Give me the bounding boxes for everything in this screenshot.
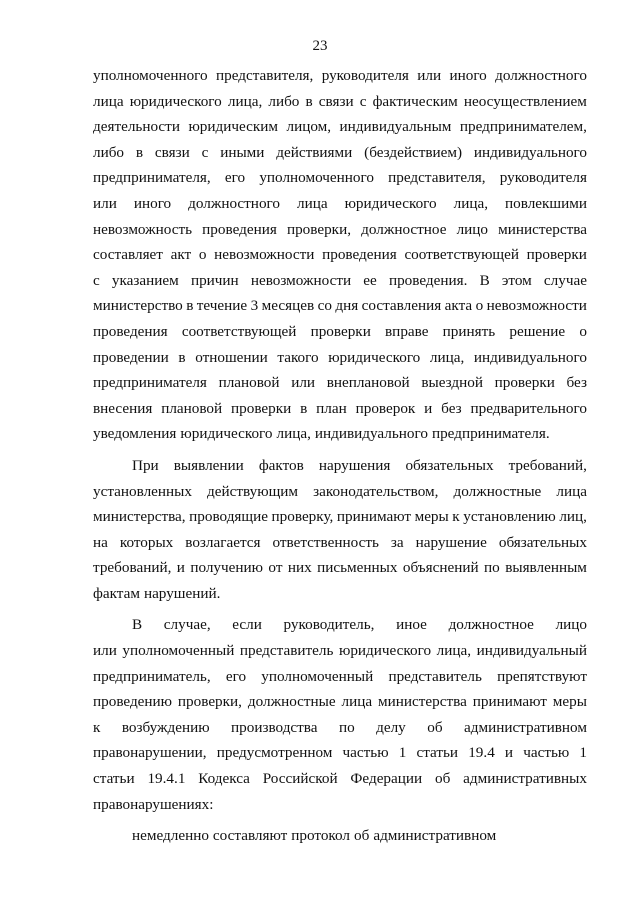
page-number: 23: [312, 38, 328, 54]
text-line: При выявлении фактов нарушения обязательных требований,: [132, 456, 587, 474]
document-body: [93, 63, 587, 849]
text-line: уполномоченного представителя, руководителя или иного должностного: [93, 67, 587, 84]
text-line: на которых возлагается ответственность за нарушение обязательных: [93, 533, 587, 551]
text-line: предприниматель, его уполномоченный представитель препятствуют: [93, 667, 587, 685]
text-line: невозможность проведения проверки, должностное лицо министерства: [93, 220, 587, 238]
text-line: внесения плановой проверки в план проверок и без предварительного: [93, 399, 587, 417]
text-line: немедленно составляют протокол об административном: [132, 827, 497, 845]
text-line: требований, и получению от них письменных объяснений по выявленным: [93, 559, 587, 577]
text-line: лица юридического лица, либо в связи с фактическим неосуществлением: [93, 92, 587, 110]
text-line: либо в связи с иными действиями (бездействием) индивидуального: [93, 143, 587, 161]
text-line: проведении в отношении такого юридического лица, индивидуального: [93, 348, 587, 366]
text-line: составляет акт о невозможности проведения соответствующей проверки: [93, 246, 587, 264]
text-line: проведению проверки, должностные лица министерства принимают меры: [93, 693, 587, 711]
text-line: правонарушении, предусмотренном частью 1 статьи 19.4 и частью 1: [93, 744, 587, 762]
text-line: правонарушениях:: [93, 795, 214, 813]
text-line: с указанием причин невозможности ее проведения. В этом случае: [93, 271, 587, 289]
text-line: к возбуждению производства по делу об административном: [93, 718, 587, 736]
text-line: или иного должностного лица юридического лица, повлекшими: [93, 194, 587, 212]
paragraph: [93, 453, 587, 607]
paragraph: [93, 823, 587, 849]
text-line: или уполномоченный представитель юридического лица, индивидуальный: [93, 642, 587, 660]
text-line: В случае, если руководитель, иное должностное лицо: [132, 616, 587, 634]
paragraph: [93, 612, 587, 817]
text-line: министерства, проводящие проверку, принимают меры к установлению лиц,: [93, 508, 587, 526]
text-line: уведомления юридического лица, индивидуального предпринимателя.: [93, 425, 550, 443]
text-line: установленных действующим законодательством, должностные лица: [93, 482, 587, 500]
text-line: проведения соответствующей проверки вправе принять решение о: [93, 322, 587, 340]
text-line: министерство в течение 3 месяцев со дня составления акта о невозможности: [93, 297, 587, 315]
text-line: предпринимателя, его уполномоченного представителя, руководителя: [93, 169, 587, 187]
text-line: статьи 19.4.1 Кодекса Российской Федерации об административных: [93, 770, 587, 788]
text-line: предпринимателя плановой или внеплановой выездной проверки без: [93, 374, 587, 392]
paragraph: [93, 63, 587, 447]
text-line: деятельности юридическим лицом, индивидуальным предпринимателем,: [93, 118, 587, 136]
text-line: фактам нарушений.: [93, 584, 221, 602]
